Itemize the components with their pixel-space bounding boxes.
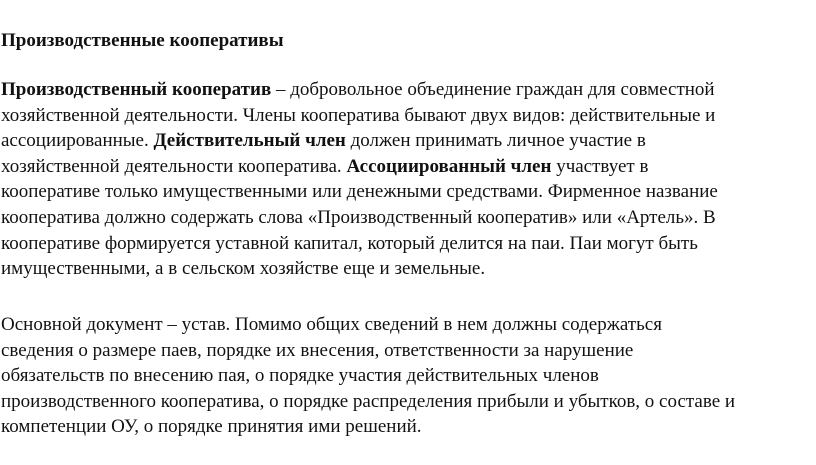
text-run: кооперативе формируется уставной капитал, который делится на паи. Паи могут быть (1, 232, 698, 254)
text-line (1, 256, 813, 282)
text-run: имущественными, а в сельском хозяйстве еще и земельные. (1, 258, 486, 280)
text-run: хозяйственной деятельности. Члены кооператива бывают двух видов: действительные и (1, 104, 716, 126)
text-run: кооперативе только имущественными или денежными средствами. Фирменное название (1, 181, 718, 203)
text-line: компетенции ОУ, о порядке принятия ими решений. (1, 416, 422, 438)
text-run: кооператива должно содержать слова «Производственный кооператив» или «Артель». В (1, 206, 716, 228)
text-line: производственного кооператива, о порядке распределения прибыли и убытков, о составе и (1, 390, 736, 412)
paragraph-definition (1, 77, 813, 282)
text-line (1, 77, 813, 103)
text-line: обязательств по внесению пая, о порядке участия действительных членов (1, 365, 599, 387)
bold-term: Ассоциированный член (346, 155, 552, 177)
text-run: участвует в (551, 155, 649, 177)
text-run: – добровольное объединение граждан для совместной (271, 79, 715, 100)
text-line (1, 205, 813, 231)
bold-term: Действительный член (153, 130, 346, 152)
document-title: Производственные кооперативы (1, 30, 284, 51)
text-line: Основной документ – устав. Помимо общих сведений в нем должны содержаться (1, 314, 662, 335)
bold-term: Производственный кооператив (1, 79, 272, 100)
text-line (1, 128, 813, 154)
text-run: должен принимать личное участие в (345, 130, 646, 152)
text-line (1, 154, 813, 180)
text-run: хозяйственной деятельности кооператива. (1, 155, 347, 177)
paragraph-charter (1, 312, 813, 440)
text-line (1, 179, 813, 205)
text-line (1, 231, 813, 257)
text-line: сведения о размере паев, порядке их внесения, ответственности за нарушение (1, 339, 634, 361)
text-line (1, 103, 813, 129)
text-run: ассоциированные. (1, 130, 154, 152)
